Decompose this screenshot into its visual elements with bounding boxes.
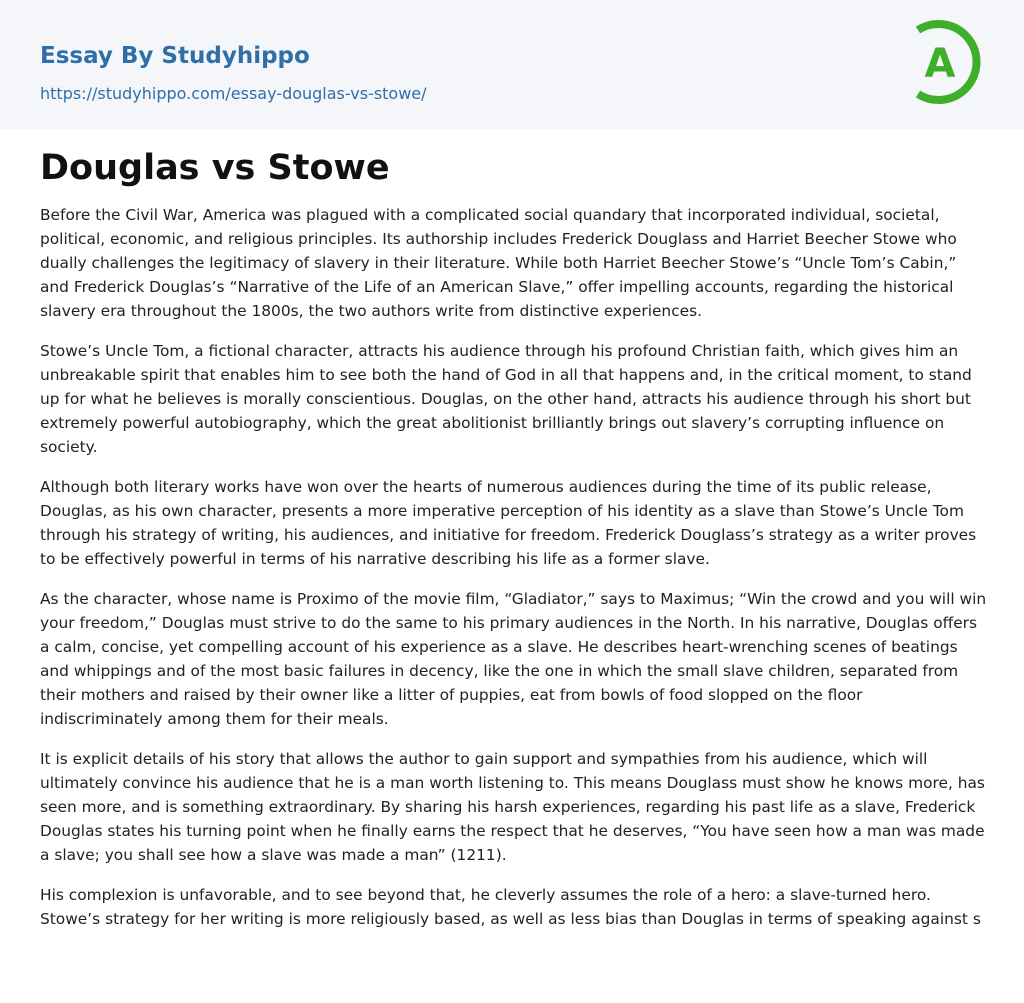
page-title: Douglas vs Stowe: [40, 148, 390, 188]
studyhippo-logo: [910, 17, 990, 107]
site-brand: Essay By Studyhippo: [40, 43, 310, 69]
essay-paragraph: His complexion is unfavorable, and to see beyond that, he cleverly assumes the role of a hero: a slave-turned hero. Stowe’s strategy for her writing is more religiously based, as well as less bias than Douglas in terms of speaking against s: [40, 886, 981, 928]
essay-content: [40, 145, 988, 947]
site-header: [0, 0, 1024, 129]
essay-paragraph: Before the Civil War, America was plagued with a complicated social quandary that incorporated individual, societal, political, economic, and religious principles. Its authorship includes Frederick Douglass and Harriet Beecher Stowe who dually challenges the legitimacy of slavery in their literature. While both Harriet Beecher Stowe’s “Uncle Tom’s Cabin,” and Frederick Douglas’s “Narrative of the Life of an American Slave,” offer impelling accounts, regarding the historical slavery era throughout the 1800s, the two authors write from distinctive experiences.: [40, 206, 957, 320]
essay-paragraph: Stowe’s Uncle Tom, a fictional character, attracts his audience through his profound Christian faith, which gives him an unbreakable spirit that enables him to see both the hand of God in all that happens and, in the critical moment, to stand up for what he believes is morally conscientious. Douglas, on the other hand, attracts his audience through his short but extremely powerful autobiography, which the great abolitionist brilliantly brings out slavery’s corrupting influence on society.: [40, 342, 972, 456]
essay-paragraph: As the character, whose name is Proximo of the movie film, “Gladiator,” says to Maximus; “Win the crowd and you will win your freedom,” Douglas must strive to do the same to his primary audiences in the North. In his narrative, Douglas offers a calm, concise, yet compelling account of his experience as a slave. He describes heart-wrenching scenes of beatings and whippings and of the most basic failures in decency, like the one in which the small slave children, separated from their mothers and raised by their owner like a litter of puppies, eat from bowls of food slopped on the floor indiscriminately among them for their meals.: [40, 590, 987, 728]
logo-a-icon: [910, 17, 990, 107]
essay-paragraph: It is explicit details of his story that allows the author to gain support and sympathies from his audience, which will ultimately convince his audience that he is a man worth listening to. This means Douglass must show he knows more, has seen more, and is something extraordinary. By sharing his harsh experiences, regarding his past life as a slave, Frederick Douglas states his turning point when he finally earns the respect that he deserves, “You have seen how a man was made a slave; you shall see how a slave was made a man” (1211).: [40, 750, 985, 864]
essay-url-link[interactable]: https://studyhippo.com/essay-douglas-vs-stowe/: [40, 84, 427, 103]
logo-letter: A: [924, 41, 956, 87]
essay-paragraph: Although both literary works have won over the hearts of numerous audiences during the time of its public release, Douglas, as his own character, presents a more imperative perception of his identity as a slave than Stowe’s Uncle Tom through his strategy of writing, his audiences, and initiative for freedom. Frederick Douglass’s strategy as a writer proves to be effectively powerful in terms of his narrative describing his life as a former slave.: [40, 478, 977, 568]
